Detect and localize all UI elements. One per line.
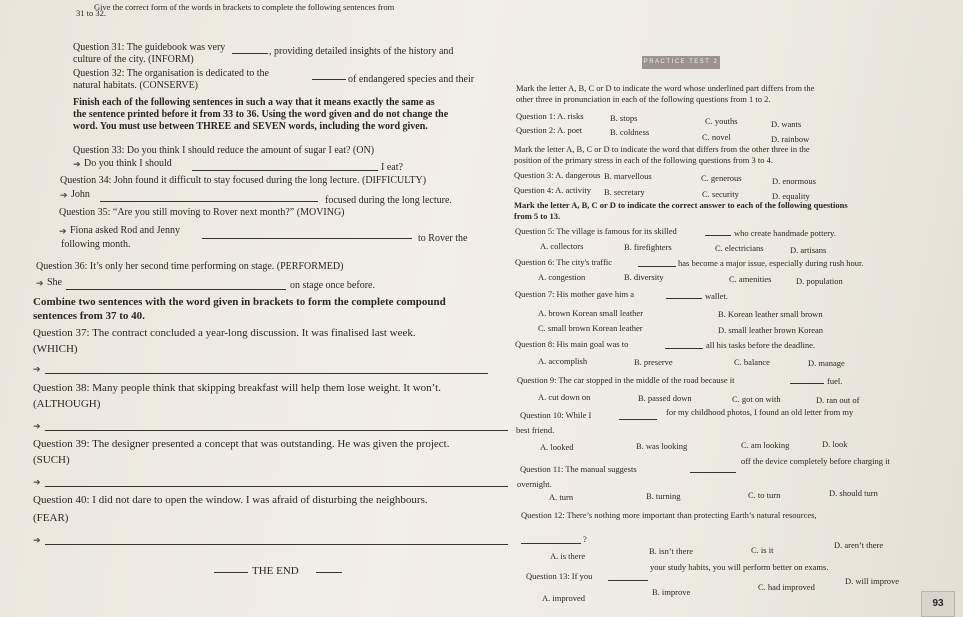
q9-option-c: C. got on with <box>732 394 781 404</box>
the-end-label: THE END <box>252 565 299 577</box>
arrow-icon: ➔ <box>60 190 68 200</box>
q37-text: Question 37: The contract concluded a year-long discussion. It was finalised last week. <box>33 327 416 339</box>
q39-answer-line <box>45 486 508 487</box>
q12-option-b: B. isn’t there <box>649 546 693 556</box>
q36-text: Question 36: It’s only her second time performing on stage. (PERFORMED) <box>36 261 344 272</box>
q12-option-d: D. aren’t there <box>834 540 884 550</box>
q1-option-c: C. youths <box>705 116 738 126</box>
q1-option-b: B. stops <box>610 113 638 123</box>
q12-option-a: A. is there <box>550 551 586 561</box>
q40-keyword: (FEAR) <box>33 512 69 524</box>
q6-option-b: B. diversity <box>624 272 664 282</box>
q13-text: Question 13: If you <box>526 571 593 581</box>
arrow-icon: ➔ <box>59 226 67 236</box>
q3-option-a: Question 3: A. dangerous <box>514 170 601 180</box>
q36-answer-line <box>66 289 286 290</box>
q9-text: Question 9: The car stopped in the middle of the road because it <box>517 375 735 385</box>
stress-instruction-line2: position of the primary stress in each of the following questions from 3 to 4. <box>514 155 773 165</box>
combine-instruction-line2: sentences from 37 to 40. <box>33 310 145 322</box>
arrow-icon: ➔ <box>36 278 44 288</box>
q8-option-b: B. preserve <box>634 357 673 367</box>
q13-option-c: C. had improved <box>758 582 815 592</box>
q34-answer-line <box>100 201 318 202</box>
q33-answer-line <box>192 170 378 171</box>
q34-answer-end: focused during the long lecture. <box>325 195 452 206</box>
q11-option-c: C. to turn <box>748 490 781 500</box>
q3-option-b: B. marvellous <box>604 171 652 181</box>
q11-text-cont: off the device completely before charging it <box>741 456 890 466</box>
q35-answer-end: to Rover the <box>418 233 468 244</box>
q6-text: Question 6: The city's traffic <box>515 257 613 267</box>
q38-text: Question 38: Many people think that skipping breakfast will help them lose weight. It won’t. <box>33 382 441 394</box>
q6-blank <box>638 266 676 267</box>
q9-text-cont: fuel. <box>827 376 843 386</box>
rewrite-instruction-line3: word. You must use between THREE and SEVEN words, including the word given. <box>73 121 428 132</box>
q2-option-b: B. coldness <box>610 127 650 137</box>
q10-blank <box>619 419 657 420</box>
q7-text: Question 7: His mother gave him a <box>515 289 634 299</box>
q35-answer-line <box>202 238 412 239</box>
q37-keyword: (WHICH) <box>33 343 78 355</box>
q8-text-cont: all his tasks before the deadline. <box>706 340 816 350</box>
q31-blank <box>232 53 268 54</box>
q11-option-a: A. turn <box>549 492 574 502</box>
q2-option-c: C. novel <box>702 132 731 142</box>
arrow-icon: ➔ <box>33 535 41 545</box>
q4-option-a: Question 4: A. activity <box>514 185 591 195</box>
q6-text-cont: has become a major issue, especially during rush hour. <box>678 258 864 268</box>
q36-answer-end: on stage once before. <box>290 280 375 291</box>
q12-text: Question 12: There’s nothing more important than protecting Earth’s natural resources, <box>521 510 817 520</box>
combine-instruction-line1: Combine two sentences with the word given in brackets to form the complete compound <box>33 296 446 308</box>
q7-blank <box>666 298 702 299</box>
q32-text: Question 32: The organisation is dedicated to the <box>73 68 269 79</box>
stress-instruction-line1: Mark the letter A, B, C or D to indicate the word that differs from the other three in the <box>514 144 810 154</box>
q10-text-line2: best friend. <box>516 425 555 435</box>
q1-option-d: D. wants <box>771 119 802 129</box>
q35-text: Question 35: “Are you still moving to Rover next month?” (MOVING) <box>59 207 345 218</box>
word-form-instruction: Give the correct form of the words in brackets to complete the following sentences from <box>94 2 395 12</box>
q12-option-c: C. is it <box>751 545 774 555</box>
q6-option-c: C. amenities <box>729 274 772 284</box>
q40-text: Question 40: I did not dare to open the window. I was afraid of disturbing the neighbours. <box>33 494 428 506</box>
q34-text: Question 34: John found it difficult to stay focused during the long lecture. (DIFFICULTY) <box>60 175 427 186</box>
q11-text: Question 11: The manual suggests <box>520 464 637 474</box>
q5-option-b: B. firefighters <box>624 242 672 252</box>
q5-text: Question 5: The village is famous for its skilled <box>515 226 677 236</box>
q31-text-cont: , providing detailed insights of the history and <box>269 46 454 57</box>
q11-option-d: D. should turn <box>829 488 878 498</box>
q37-answer-line <box>45 373 488 374</box>
q12-blank <box>521 543 581 544</box>
q5-option-c: C. electricians <box>715 243 764 253</box>
q3-option-c: C. generous <box>701 173 742 183</box>
q1-option-a: Question 1: A. risks <box>516 111 584 121</box>
q11-text-line2: overnight. <box>517 479 552 489</box>
q13-blank <box>608 580 648 581</box>
rewrite-instruction-line1: Finish each of the following sentences in such a way that it means exactly the same as <box>73 97 435 108</box>
q33-text: Question 33: Do you think I should reduce the amount of sugar I eat? (ON) <box>73 145 375 156</box>
pronunciation-instruction-line1: Mark the letter A, B, C or D to indicate the word whose underlined part differs from the <box>516 83 815 93</box>
q13-text-cont: your study habits, you will perform better on exams. <box>650 562 829 572</box>
q13-option-b: B. improve <box>652 587 691 597</box>
arrow-icon: ➔ <box>73 159 81 169</box>
end-rule-right <box>316 572 342 573</box>
q6-option-d: D. population <box>796 276 843 286</box>
pronunciation-instruction-line2: other three in pronunciation in each of the following questions from 1 to 2. <box>516 94 771 104</box>
q32-text-line2: natural habitats. (CONSERVE) <box>73 80 199 91</box>
practice-test-badge: PRACTICE TEST 2 <box>642 56 720 69</box>
q13-option-d: D. will improve <box>845 576 900 586</box>
q39-text: Question 39: The designer presented a concept that was outstanding. He was given the project. <box>33 438 450 450</box>
q6-option-a: A. congestion <box>538 272 586 282</box>
q13-option-a: A. improved <box>542 593 585 603</box>
arrow-icon: ➔ <box>33 477 41 487</box>
rewrite-instruction-line2: the sentence printed before it from 33 to 36. Using the word given and do not change the <box>73 109 449 120</box>
q10-text: Question 10: While I <box>520 410 592 420</box>
q8-option-c: C. balance <box>734 357 770 367</box>
q2-option-a: Question 2: A. poet <box>516 125 583 135</box>
q8-option-a: A. accomplish <box>538 356 588 366</box>
q9-option-d: D. ran out of <box>816 395 860 405</box>
q8-blank <box>665 348 703 349</box>
q5-option-a: A. collectors <box>540 241 584 251</box>
q7-option-c: C. small brown Korean leather <box>538 323 643 333</box>
q33-answer-end: I eat? <box>381 162 403 173</box>
q10-text-cont: for my childhood photos, I found an old letter from my <box>666 407 854 417</box>
q38-answer-line <box>45 430 508 431</box>
q10-option-d: D. look <box>822 439 848 449</box>
end-rule-left <box>214 572 248 573</box>
q4-option-c: C. security <box>702 189 739 199</box>
q3-option-d: D. enormous <box>772 176 816 186</box>
q32-blank <box>312 79 346 80</box>
q8-option-d: D. manage <box>808 358 845 368</box>
q38-keyword: (ALTHOUGH) <box>33 398 101 410</box>
q10-option-a: A. looked <box>540 442 574 452</box>
q10-option-b: B. was looking <box>636 441 688 451</box>
q9-option-b: B. passed down <box>638 393 692 403</box>
q34-answer-start: John <box>71 189 90 200</box>
q4-option-d: D. equality <box>772 191 810 201</box>
q39-keyword: (SUCH) <box>33 454 70 466</box>
q40-answer-line <box>45 544 508 545</box>
page-number: 93 <box>921 591 955 617</box>
q31-text: Question 31: The guidebook was very <box>73 42 226 53</box>
q9-blank <box>790 383 824 384</box>
mc-instruction-line1: Mark the letter A, B, C or D to indicate the correct answer to each of the following questions <box>514 200 848 210</box>
q8-text: Question 8: His main goal was to <box>515 339 629 349</box>
q11-option-b: B. turning <box>646 491 681 501</box>
range-label: 31 to 32. <box>76 8 106 18</box>
q5-text-cont: who create handmade pottery. <box>734 228 836 238</box>
q5-option-d: D. artisans <box>790 245 827 255</box>
arrow-icon: ➔ <box>33 421 41 431</box>
q10-option-c: C. am looking <box>741 440 790 450</box>
q7-option-a: A. brown Korean small leather <box>538 308 644 318</box>
q35-answer-start: Fiona asked Rod and Jenny <box>70 225 180 236</box>
q12-question-mark: ? <box>583 534 587 544</box>
q9-option-a: A. cut down on <box>538 392 591 402</box>
q7-option-d: D. small leather brown Korean <box>718 325 824 335</box>
q11-blank <box>690 472 736 473</box>
q33-answer-start: Do you think I should <box>84 158 172 169</box>
q4-option-b: B. secretary <box>604 187 645 197</box>
q5-blank <box>705 235 731 236</box>
q31-text-line2: culture of the city. (INFORM) <box>73 54 194 65</box>
q2-option-d: D. rainbow <box>771 134 810 144</box>
q35-answer-line2: following month. <box>61 239 131 250</box>
arrow-icon: ➔ <box>33 364 41 374</box>
q36-answer-start: She <box>47 277 62 288</box>
q7-text-cont: wallet. <box>705 291 728 301</box>
q32-text-cont: of endangered species and their <box>348 74 475 85</box>
mc-instruction-line2: from 5 to 13. <box>514 211 561 221</box>
q7-option-b: B. Korean leather small brown <box>718 309 823 319</box>
